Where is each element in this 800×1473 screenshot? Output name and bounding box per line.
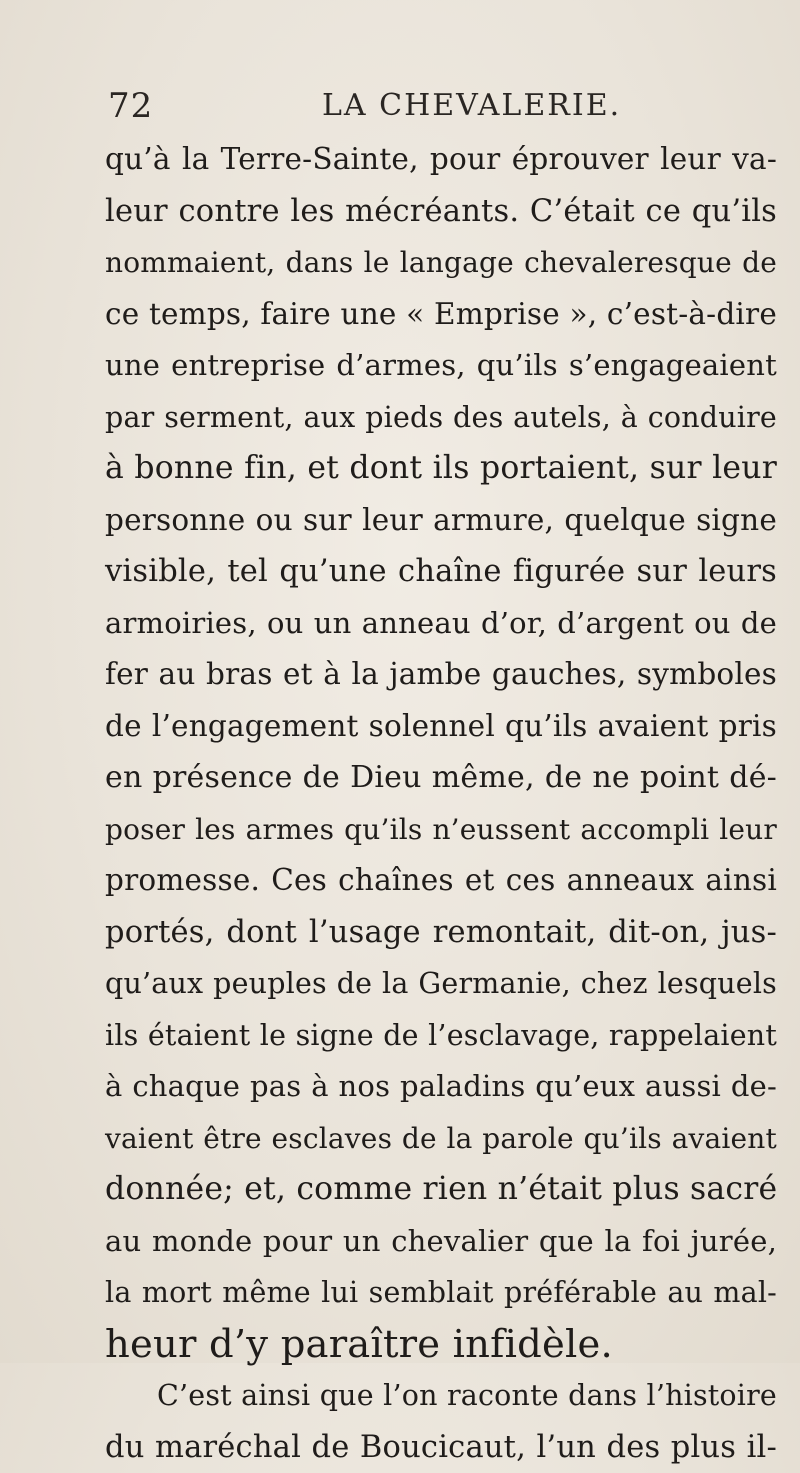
text-line: du maréchal de Boucicaut, l’un des plus il- bbox=[105, 1422, 777, 1473]
running-title: LA CHEVALERIE. bbox=[322, 88, 621, 123]
text-line: donnée; et, comme rien n’était plus sacré bbox=[105, 1164, 777, 1216]
text-line: par serment, aux pieds des autels, à conduire bbox=[105, 392, 777, 444]
text-line: la mort même lui semblait préférable au mal- bbox=[105, 1267, 777, 1319]
text-line: portés, dont l’usage remontait, dit-on, jus- bbox=[105, 907, 777, 959]
text-line: promesse. Ces chaînes et ces anneaux ainsi bbox=[105, 855, 777, 907]
text-line: fer au bras et à la jambe gauches, symboles bbox=[105, 649, 777, 701]
text-line: une entreprise d’armes, qu’ils s’engageaient bbox=[105, 340, 777, 392]
text-line: heur d’y paraître infidèle. bbox=[105, 1319, 777, 1371]
text-line: de l’engagement solennel qu’ils avaient pris bbox=[105, 701, 777, 753]
text-line: à chaque pas à nos paladins qu’eux aussi de- bbox=[105, 1061, 777, 1113]
text-line: vaient être esclaves de la parole qu’ils avaient bbox=[105, 1113, 777, 1165]
text-line: poser les armes qu’ils n’eussent accompli leur bbox=[105, 804, 777, 856]
text-line: à bonne fin, et dont ils portaient, sur leur bbox=[105, 443, 777, 495]
body-text bbox=[105, 134, 777, 1473]
text-line: en présence de Dieu même, de ne point dé- bbox=[105, 752, 777, 804]
text-line: qu’à la Terre-Sainte, pour éprouver leur va- bbox=[105, 134, 777, 186]
text-line: C’est ainsi que l’on raconte dans l’histoire bbox=[105, 1370, 777, 1422]
text-line: qu’aux peuples de la Germanie, chez lesquels bbox=[105, 958, 777, 1010]
text-line: au monde pour un chevalier que la foi jurée, bbox=[105, 1216, 777, 1268]
text-line: visible, tel qu’une chaîne figurée sur leurs bbox=[105, 546, 777, 598]
text-line: leur contre les mécréants. C’était ce qu’ils bbox=[105, 186, 777, 238]
text-line: nommaient, dans le langage chevaleresque de bbox=[105, 237, 777, 289]
text-line: personne ou sur leur armure, quelque signe bbox=[105, 495, 777, 547]
text-line: armoiries, ou un anneau d’or, d’argent ou de bbox=[105, 598, 777, 650]
page-number: 72 bbox=[108, 86, 153, 126]
text-line: ce temps, faire une « Emprise », c’est-à-dire bbox=[105, 289, 777, 341]
text-line: ils étaient le signe de l’esclavage, rappelaient bbox=[105, 1010, 777, 1062]
running-head bbox=[100, 86, 760, 136]
